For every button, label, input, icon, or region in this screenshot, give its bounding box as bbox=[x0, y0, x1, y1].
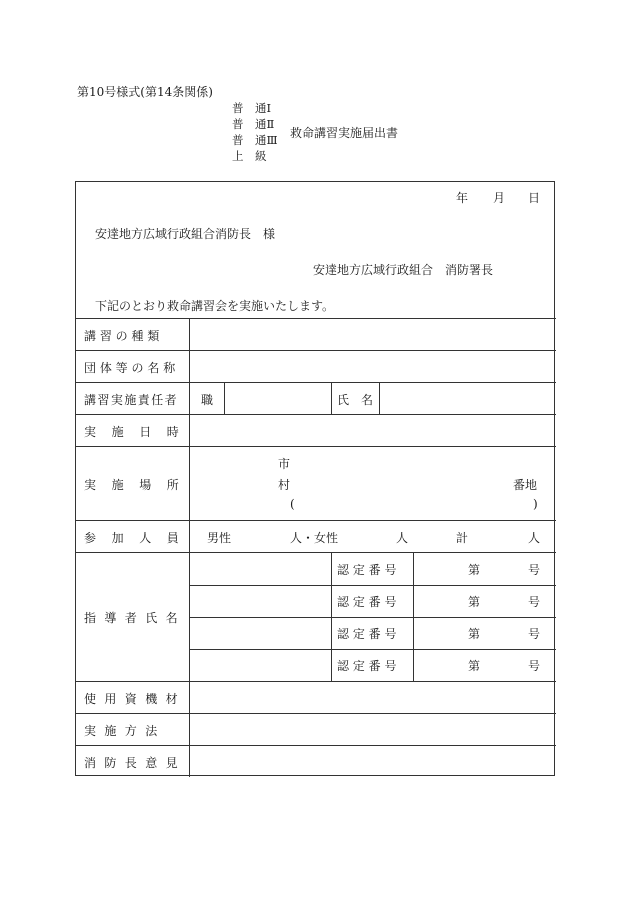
course-option-1: 普 通Ⅰ bbox=[232, 101, 272, 115]
divider bbox=[76, 414, 556, 415]
label-responsible: 講習実施責任者 bbox=[84, 393, 179, 407]
place-village: 村 bbox=[278, 478, 291, 492]
cert-suffix: 号 bbox=[528, 595, 541, 609]
cert-no: 第 bbox=[468, 659, 481, 673]
cert-no: 第 bbox=[468, 563, 481, 577]
place-city: 市 bbox=[278, 457, 291, 471]
divider bbox=[76, 520, 556, 521]
divider bbox=[224, 382, 225, 414]
date-day-label: 日 bbox=[528, 191, 541, 205]
place-paren-open: ( bbox=[290, 497, 295, 511]
label-method: 実施方法 bbox=[84, 724, 166, 738]
divider bbox=[189, 649, 556, 650]
label-datetime: 実施日時 bbox=[84, 425, 195, 439]
date-year-label: 年 bbox=[456, 191, 469, 205]
date-month-label: 月 bbox=[493, 191, 506, 205]
divider bbox=[76, 745, 556, 746]
document-title: 救命講習実施届出書 bbox=[290, 126, 399, 140]
divider bbox=[76, 446, 556, 447]
form-table bbox=[75, 181, 555, 776]
statement: 下記のとおり救命講習会を実施いたします。 bbox=[95, 299, 335, 313]
cert-label: 認定番号 bbox=[337, 627, 401, 641]
label-column-divider bbox=[189, 318, 190, 777]
divider bbox=[189, 585, 556, 586]
cert-label: 認定番号 bbox=[337, 659, 401, 673]
divider bbox=[189, 617, 556, 618]
participants-male-unit: 人・女性 bbox=[290, 531, 339, 545]
course-option-2: 普 通Ⅱ bbox=[232, 117, 275, 131]
cert-label: 認定番号 bbox=[337, 563, 401, 577]
cert-no: 第 bbox=[468, 595, 481, 609]
label-opinion: 消防長意見 bbox=[84, 756, 187, 770]
participants-total-unit: 人 bbox=[528, 531, 541, 545]
label-position: 職 bbox=[201, 393, 214, 407]
label-equipment: 使用資機材 bbox=[84, 692, 187, 706]
course-option-3: 普 通Ⅲ bbox=[232, 133, 278, 147]
cert-suffix: 号 bbox=[528, 627, 541, 641]
participants-female-unit: 人 bbox=[396, 531, 409, 545]
participants-male: 男性 bbox=[207, 531, 232, 545]
divider bbox=[331, 382, 332, 414]
course-option-4: 上 級 bbox=[232, 149, 267, 163]
cert-suffix: 号 bbox=[528, 563, 541, 577]
divider bbox=[379, 382, 380, 414]
divider bbox=[76, 382, 556, 383]
place-paren-close: ) bbox=[533, 497, 538, 511]
label-name: 氏 名 bbox=[337, 393, 374, 407]
label-org-name: 団体等の名称 bbox=[84, 361, 180, 375]
divider bbox=[76, 350, 556, 351]
addressee: 安達地方広域行政組合消防長 様 bbox=[95, 227, 276, 241]
sender: 安達地方広域行政組合 消防署長 bbox=[313, 263, 494, 277]
divider bbox=[76, 713, 556, 714]
divider bbox=[76, 318, 556, 319]
divider bbox=[331, 552, 332, 681]
divider bbox=[76, 552, 556, 553]
label-instructors: 指導者氏名 bbox=[84, 611, 187, 625]
divider bbox=[76, 681, 556, 682]
label-participants: 参加人員 bbox=[84, 531, 195, 545]
cert-suffix: 号 bbox=[528, 659, 541, 673]
form-number-label: 第10号様式(第14条関係) bbox=[77, 85, 213, 99]
participants-total: 計 bbox=[456, 531, 469, 545]
divider bbox=[413, 552, 414, 681]
cert-label: 認定番号 bbox=[337, 595, 401, 609]
place-banchi: 番地 bbox=[513, 478, 538, 492]
label-place: 実施場所 bbox=[84, 478, 195, 492]
cert-no: 第 bbox=[468, 627, 481, 641]
label-course-type: 講習の種類 bbox=[84, 329, 164, 343]
